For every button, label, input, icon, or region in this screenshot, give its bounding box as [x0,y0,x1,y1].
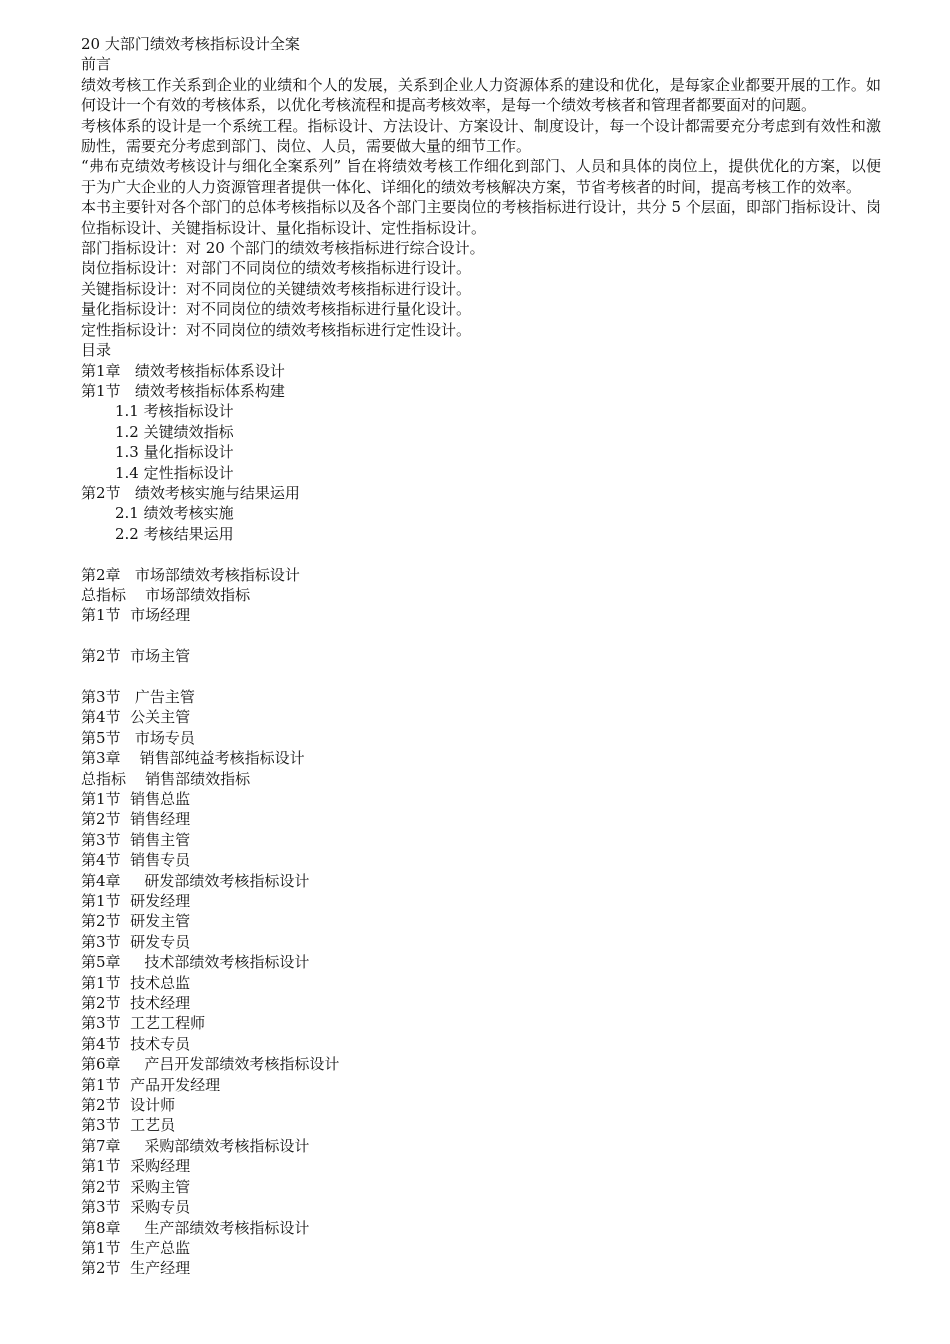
toc-entry: 第2节 市场主管 [81,647,191,666]
toc-entry: 第5章 技术部绩效考核指标设计 [81,953,310,972]
toc-entry: 第2章 市场部绩效考核指标设计 [81,565,300,584]
toc-entry: 第2节 设计师 [81,1096,176,1115]
toc-entry: 第2节 技术经理 [81,994,191,1013]
toc-entry: 第2节 研发主管 [81,912,191,931]
toc-entry: 第3节 工艺员 [81,1116,176,1135]
toc-entry: 总指标 市场部绩效指标 [81,585,251,604]
toc-entry: 第3节 销售主管 [81,830,191,849]
preface-paragraph: 绩效考核工作关系到企业的业绩和个人的发展，关系到企业人力资源体系的建设和优化，是每家企业都要开展的工作。如何设计一个有效的考核体系，以优化考核流程和提高考核效率，是每一个绩效考核者和管理者都要面对的问题。 [81,75,881,115]
toc-entry: 1.1 考核指标设计 [115,402,234,421]
preface-heading: 前言 [81,55,112,74]
toc-entry: 第1节 采购经理 [81,1157,191,1176]
document-page [81,34,881,1279]
toc-entry: 第4章 研发部绩效考核指标设计 [81,871,310,890]
toc-entry: 第1节 销售总监 [81,789,191,808]
preface-paragraph: 本书主要针对各个部门的总体考核指标以及各个部门主要岗位的考核指标进行设计，共分 5 个层面，即部门指标设计、岗位指标设计、关键指标设计、量化指标设计、定性指标设计。 [81,198,881,237]
toc-entry: 第2节 绩效考核实施与结果运用 [81,483,300,502]
table-of-contents [81,361,881,1279]
toc-entry: 2.2 考核结果运用 [115,524,234,543]
toc-entry: 第3章 销售部纯益考核指标设计 [81,749,305,768]
toc-entry: 第6章 产吕开发部绩效考核指标设计 [81,1055,340,1074]
document-title: 20 大部门绩效考核指标设计全案 [81,35,300,53]
toc-entry: 2.1 绩效考核实施 [115,504,234,523]
toc-entry: 第1节 绩效考核指标体系构建 [81,381,285,400]
toc-entry: 第3节 采购专员 [81,1198,191,1217]
toc-entry: 第3节 工艺工程师 [81,1014,206,1033]
toc-entry: 第2节 生产经理 [81,1259,191,1278]
toc-entry: 第8章 生产部绩效考核指标设计 [81,1218,310,1237]
toc-entry: 第1节 技术总监 [81,973,191,992]
toc-entry: 第2节 销售经理 [81,810,191,829]
level-item: 定性指标设计：对不同岗位的绩效考核指标进行定性设计。 [81,320,472,339]
toc-entry: 第1节 产品开发经理 [81,1075,221,1094]
toc-entry: 第3节 研发专员 [81,932,191,951]
toc-heading: 目录 [81,341,112,360]
toc-entry: 1.3 量化指标设计 [115,443,234,462]
level-item: 岗位指标设计：对部门不同岗位的绩效考核指标进行设计。 [81,259,472,278]
toc-spacer [81,667,881,687]
toc-entry: 第5节 市场专员 [81,728,195,747]
toc-entry: 第7章 采购部绩效考核指标设计 [81,1136,310,1155]
toc-entry: 第1章 绩效考核指标体系设计 [81,361,285,380]
toc-entry: 总指标 销售部绩效指标 [81,769,251,788]
level-item: 部门指标设计：对 20 个部门的绩效考核指标进行综合设计。 [81,239,485,258]
toc-entry: 1.4 定性指标设计 [115,463,234,482]
level-item: 关键指标设计：对不同岗位的关键绩效考核指标进行设计。 [81,279,472,298]
preface-paragraph: 考核体系的设计是一个系统工程。指标设计、方法设计、方案设计、制度设计，每一个设计都需要充分考虑到有效性和激励性，需要充分考虑到部门、岗位、人员，需要做大量的细节工作。 [81,116,881,156]
toc-spacer [81,544,881,564]
toc-entry: 第3节 广告主管 [81,687,195,706]
toc-entry: 1.2 关键绩效指标 [115,422,234,441]
toc-spacer [81,626,881,646]
toc-entry: 第1节 市场经理 [81,606,191,625]
toc-entry: 第2节 采购主管 [81,1177,191,1196]
toc-entry: 第4节 销售专员 [81,851,191,870]
level-item: 量化指标设计：对不同岗位的绩效考核指标进行量化设计。 [81,300,472,319]
toc-entry: 第1节 生产总监 [81,1238,191,1257]
toc-entry: 第4节 技术专员 [81,1034,191,1053]
preface-paragraph: “弗布克绩效考核设计与细化全案系列” 旨在将绩效考核工作细化到部门、人员和具体的岗位上，提供优化的方案，以便于为广大企业的人力资源管理者提供一体化、详细化的绩效考核解决方案，节省考核者的时间，提高考核工作的效率。 [81,157,881,196]
toc-entry: 第1节 研发经理 [81,892,191,911]
toc-entry: 第4节 公关主管 [81,708,191,727]
